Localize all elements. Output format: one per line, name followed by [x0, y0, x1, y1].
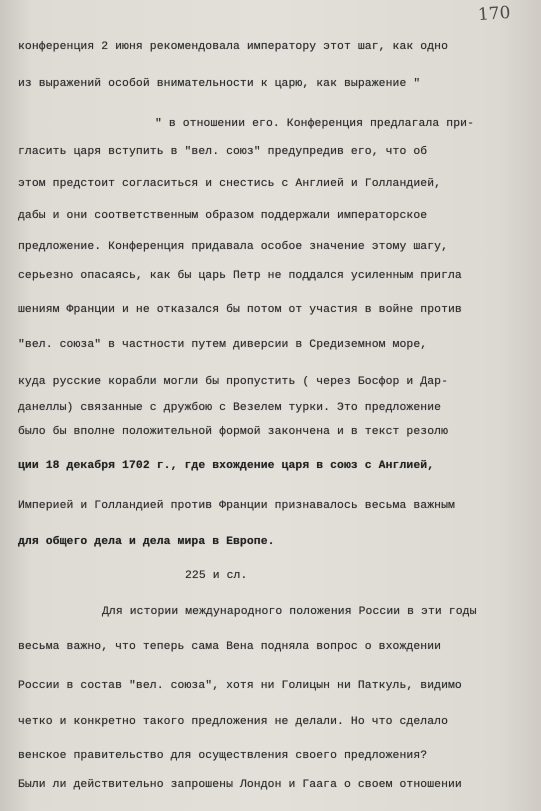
text-line: серьезно опасаясь, как бы царь Петр не поддался усиленным пригла: [18, 270, 462, 282]
text-line: 225 и сл.: [185, 570, 248, 582]
text-line: предложение. Конференция придавала особое значение этому шагу,: [18, 241, 449, 253]
text-line: для общего дела и дела мира в Европе.: [18, 536, 275, 548]
text-line: дабы и они соответственным образом поддержали императорское: [18, 210, 428, 222]
text-line: Для истории международного положения России в эти годы: [102, 606, 477, 618]
text-line: четко и конкретно такого предложения не делали. Но что сделало: [18, 716, 449, 728]
text-line: гласить царя вступить в "вел. союз" предупредив его, что об: [18, 146, 428, 158]
text-line: было бы вполне положительной формой закончена и в текст резолю: [18, 426, 449, 438]
text-line: из выражений особой внимательности к царю, как выражение ": [18, 78, 421, 90]
text-line: этом предстоит согласиться и снестись с Англией и Голландией,: [18, 178, 442, 190]
text-line: шениям Франции и не отказался бы потом от участия в войне против: [18, 304, 462, 316]
text-line: данеллы) связанные с дружбою с Везелем турки. Это предложение: [18, 402, 442, 414]
text-line: венское правительство для осуществления своего предложения?: [18, 750, 428, 762]
text-line: весьма важно, что теперь сама Вена подняла вопрос о вхождении: [18, 641, 442, 653]
text-line: куда русские корабли могли бы пропустить ( через Босфор и Дар-: [18, 376, 449, 388]
text-line: Были ли действительно запрошены Лондон и Гаага о своем отношении: [18, 779, 462, 791]
text-line: конференция 2 июня рекомендовала императору этот шаг, как одно: [18, 41, 449, 53]
text-line: ции 18 декабря 1702 г., где вхождение царя в союз с Англией,: [18, 460, 435, 472]
text-line: " в отношении его. Конференция предлагала при-: [155, 118, 475, 130]
page-number: 170: [477, 2, 512, 26]
text-line: "вел. союза" в частности путем диверсии в Средиземном море,: [18, 339, 428, 351]
text-line: Империей и Голландией против Франции признавалось весьма важным: [18, 500, 455, 512]
text-line: России в состав "вел. союза", хотя ни Голицын ни Паткуль, видимо: [18, 680, 462, 692]
